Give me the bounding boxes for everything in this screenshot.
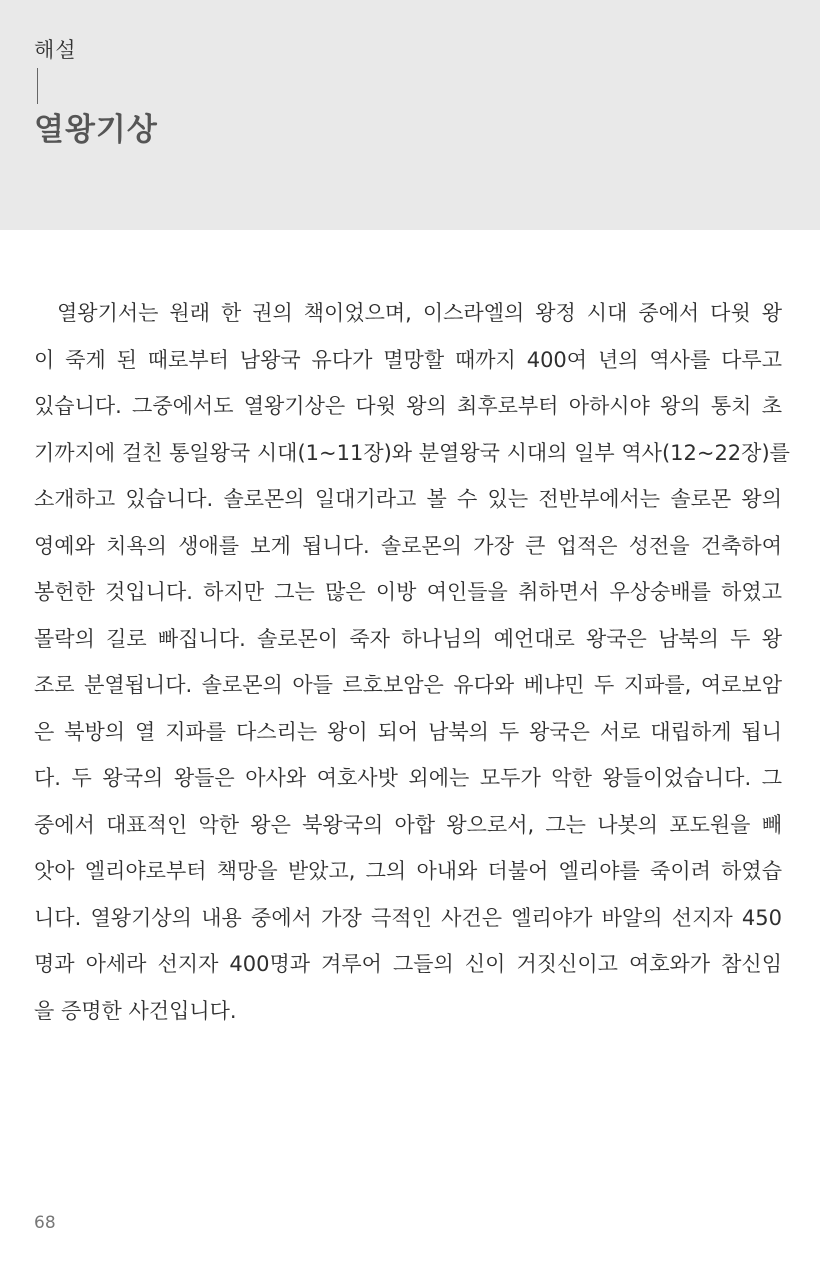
body-line: 명과 아세라 선지자 400명과 겨루어 그들의 신이 거짓신이고 여호와가 참신임 [34,952,782,976]
body-line: 앗아 엘리야로부터 책망을 받았고, 그의 아내와 더불어 엘리야를 죽이려 하였습 [34,859,782,883]
body-line: 다. 두 왕국의 왕들은 아사와 여호사밧 외에는 모두가 악한 왕들이었습니다. 그 [34,766,782,790]
page-number: 68 [34,1213,56,1233]
page-title: 열왕기상 [34,112,158,148]
header-band [0,0,820,230]
section-label: 해설 [34,38,77,62]
body-line: 중에서 대표적인 악한 왕은 북왕국의 아합 왕으로서, 그는 나봇의 포도원을 빼 [34,812,782,837]
body-line: 영예와 치욕의 생애를 보게 됩니다. 솔로몬의 가장 큰 업적은 성전을 건축하여 [34,533,782,558]
body-line: 니다. 열왕기상의 내용 중에서 가장 극적인 사건은 엘리야가 바알의 선지자 450 [34,905,782,930]
vertical-divider [37,68,38,104]
body-line: 있습니다. 그중에서도 열왕기상은 다윗 왕의 최후로부터 아하시야 왕의 통치 초 [34,394,782,418]
body-line: 몰락의 길로 빠집니다. 솔로몬이 죽자 하나님의 예언대로 왕국은 남북의 두 왕 [34,626,782,651]
body-line: 을 증명한 사건입니다. [34,998,237,1023]
body-line: 이 죽게 된 때로부터 남왕국 유다가 멸망할 때까지 400여 년의 역사를 다루고 [34,347,782,372]
body-line: 기까지에 걸친 통일왕국 시대(1~11장)와 분열왕국 시대의 일부 역사(12~22장)를 [34,440,790,465]
body-line: 소개하고 있습니다. 솔로몬의 일대기라고 볼 수 있는 전반부에서는 솔로몬 왕의 [34,487,782,511]
body-line: 은 북방의 열 지파를 다스리는 왕이 되어 남북의 두 왕국은 서로 대립하게 됩니 [34,719,782,744]
body-line: 열왕기서는 원래 한 권의 책이었으며, 이스라엘의 왕정 시대 중에서 다윗 왕 [57,301,782,325]
body-line: 봉헌한 것입니다. 하지만 그는 많은 이방 여인들을 취하면서 우상숭배를 하였고 [34,580,782,604]
body-paragraph [34,290,790,1034]
body-line: 조로 분열됩니다. 솔로몬의 아들 르호보암은 유다와 베냐민 두 지파를, 여로보암 [34,673,782,697]
